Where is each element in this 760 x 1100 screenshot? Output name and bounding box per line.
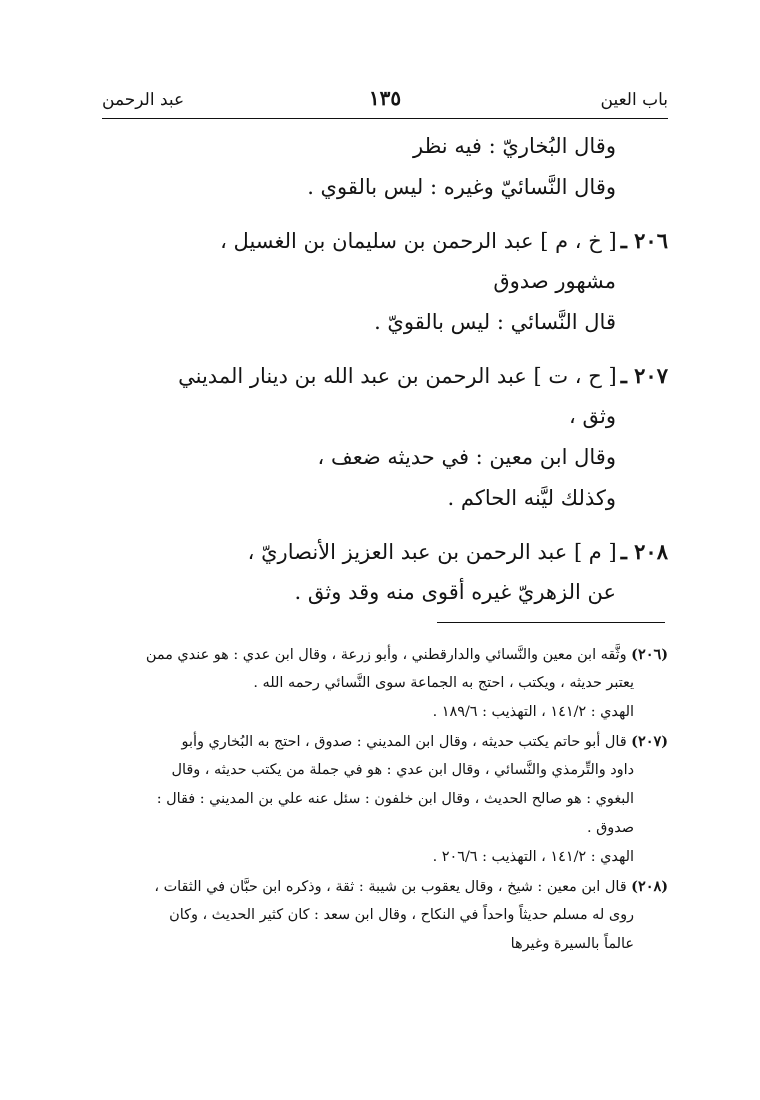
page-header	[102, 84, 668, 118]
text-line: وثق ،	[569, 404, 616, 428]
footnote-number: (٢٠٦)	[631, 646, 668, 663]
footnote-line: الهدي : ١٤١/٢ ، التهذيب : ٢٠٦/٦ .	[432, 849, 634, 865]
entry-head-text: [ م ] عبد الرحمن بن عبد العزيز الأنصاريّ ،	[247, 540, 617, 564]
footnote-line: داود والتِّرمذي والنَّسائي ، وقال ابن عدي : هو في جملة من يكتب حديثه ، وقال	[171, 762, 634, 778]
entry-heading	[102, 220, 668, 261]
footnote-rule	[437, 622, 665, 623]
entry-heading	[102, 355, 668, 396]
footnote-line: البغوي : هو صالح الحديث ، وقال ابن خلفون : سئل عنه علي بن المديني : فقال :	[156, 791, 634, 807]
text-line: وقال البُخاريّ : فيه نظر	[412, 134, 616, 158]
text-line: وقال ابن معين : في حديثه ضعف ،	[317, 445, 616, 469]
entry-heading	[102, 531, 668, 572]
entry-number: ٢٠٨ ـ	[620, 539, 668, 564]
main-text	[102, 126, 668, 613]
footnote-number: (٢٠٧)	[631, 733, 668, 750]
text-line: عن الزهريّ غيره أقوى منه وقد وثق .	[294, 580, 616, 604]
entry-number: ٢٠٧ ـ	[620, 363, 668, 388]
footnote-text: قال ابن معين : شيخ ، وقال يعقوب بن شيبة : ثقة ، وذكره ابن حبَّان في الثقات ،	[154, 879, 627, 895]
text-line: قال النَّسائي : ليس بالقويّ .	[374, 310, 616, 334]
footnote-text: وثَّقه ابن معين والنَّسائي والدارقطني ، وأبو زرعة ، وقال ابن عدي : هو عندي ممن	[145, 647, 627, 663]
entry-head-text: [ خ ، م ] عبد الرحمن بن سليمان بن الغسيل ،	[220, 229, 617, 253]
text-line: وكذلك ليَّنه الحاكم .	[447, 486, 616, 510]
entry-head-text: [ ح ، ت ] عبد الرحمن بن عبد الله بن دينار المديني	[178, 364, 617, 388]
footnote-number: (٢٠٨)	[631, 878, 668, 895]
text-line: وقال النَّسائيّ وغيره : ليس بالقوي .	[307, 175, 616, 199]
footnote-line: روى له مسلم حديثاً واحداً في النكاح ، وقال ابن سعد : كان كثير الحديث ، وكان	[169, 907, 634, 923]
entry-number: ٢٠٦ ـ	[620, 228, 668, 253]
footnote-line	[96, 727, 668, 756]
footnotes	[96, 640, 668, 959]
footnote-text: قال أبو حاتم يكتب حديثه ، وقال ابن المديني : صدوق ، احتج به البُخاري وأبو	[181, 734, 627, 750]
page-number: ١٣٥	[368, 86, 402, 110]
footnote-line	[96, 872, 668, 901]
header-rule	[102, 118, 668, 119]
section-title: عبد الرحمن	[102, 90, 185, 110]
footnote-line: يعتبر حديثه ، ويكتب ، احتج به الجماعة سوى النَّسائي رحمه الله .	[253, 675, 634, 691]
footnote-line: الهدي : ١٤١/٢ ، التهذيب : ١٨٩/٦ .	[432, 704, 634, 720]
chapter-title: باب العين	[600, 90, 668, 110]
footnote-line: عالماً بالسيرة وغيرها	[510, 936, 634, 952]
text-line: مشهور صدوق	[493, 269, 616, 293]
footnote-line	[96, 640, 668, 669]
footnote-line: صدوق .	[586, 820, 634, 836]
